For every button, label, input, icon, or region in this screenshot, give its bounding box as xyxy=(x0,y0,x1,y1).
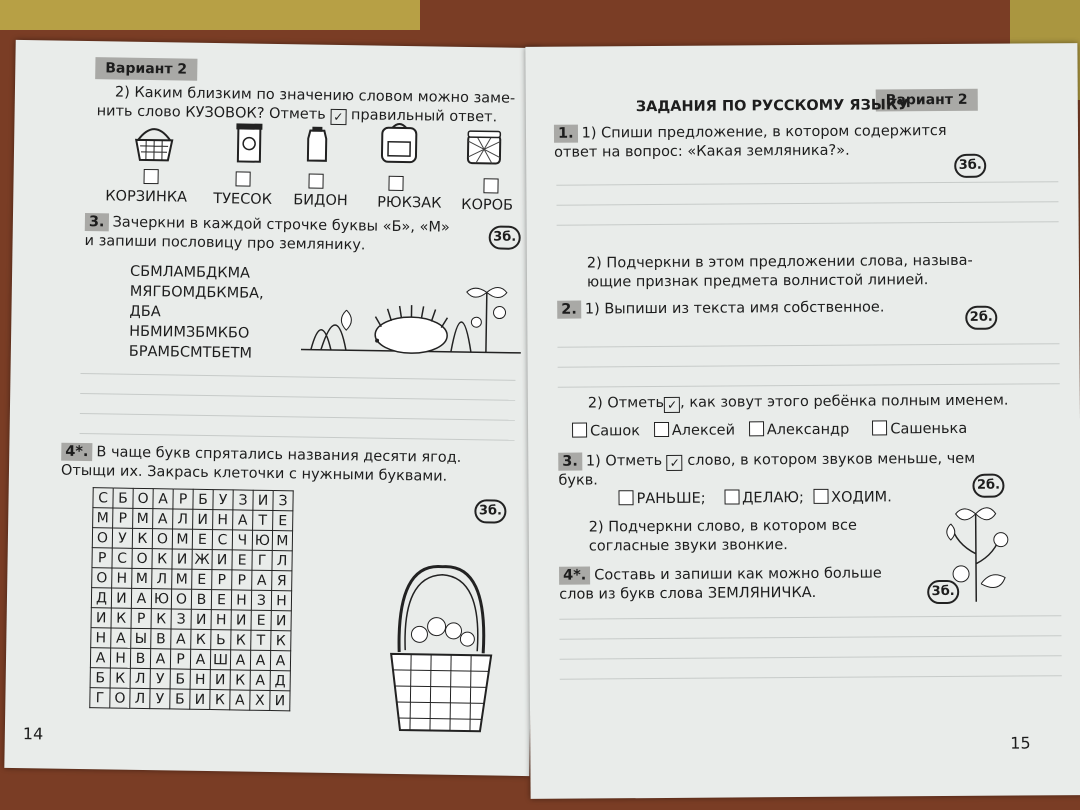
grid-cell[interactable]: Н xyxy=(110,648,130,668)
question-4-text: В чаще букв спрятались названия десяти ягод. xyxy=(96,444,462,466)
task-2-part-2-text-a: 2) Отметь xyxy=(587,394,665,412)
grid-cell[interactable]: В xyxy=(191,589,211,609)
grid-cell[interactable]: М xyxy=(93,508,113,528)
grid-cell[interactable]: Г xyxy=(252,550,272,570)
word-option[interactable] xyxy=(813,489,892,506)
question-2-line-1: 2) Каким близким по значению словом можно заме- xyxy=(114,84,516,107)
task-3-number: 3. xyxy=(558,453,582,471)
grid-cell[interactable]: А xyxy=(171,629,191,649)
grid-row xyxy=(90,688,290,711)
grid-cell[interactable]: М xyxy=(172,529,192,549)
task-2-part-2-text-b: , как зовут этого ребёнка полным именем. xyxy=(680,392,1009,411)
grid-cell[interactable]: Ю xyxy=(151,589,171,609)
option-checkbox-4[interactable] xyxy=(388,174,406,193)
grid-cell[interactable]: Ч xyxy=(232,530,252,550)
grid-cell[interactable]: Е xyxy=(273,511,293,531)
grid-cell[interactable]: Р xyxy=(173,489,193,509)
grid-cell[interactable]: К xyxy=(110,668,130,688)
grid-cell[interactable]: Р xyxy=(232,570,252,590)
grid-cell[interactable]: Д xyxy=(91,588,111,608)
name-options xyxy=(572,420,967,441)
task-2-text: 1) Выпиши из текста имя собственное. xyxy=(584,299,885,318)
letter-line: БРАМБСМТБЕТМ xyxy=(128,343,253,362)
grid-cell[interactable]: А xyxy=(190,649,210,669)
grid-cell[interactable]: У xyxy=(150,689,170,709)
grid-cell[interactable]: Б xyxy=(113,488,133,508)
grid-cell[interactable]: А xyxy=(90,648,110,668)
basket-icon xyxy=(132,122,177,163)
task-1-text: 1) Спиши предложение, в котором содержится xyxy=(581,122,947,142)
grid-cell[interactable]: А xyxy=(252,570,272,590)
grid-cell[interactable]: С xyxy=(112,548,132,568)
points-badge-t3: 2б. xyxy=(972,474,1004,498)
grid-cell[interactable]: Г xyxy=(90,688,110,708)
question-3-line-2: и запиши пословицу про землянику. xyxy=(84,233,366,254)
grid-cell[interactable]: И xyxy=(111,588,131,608)
task-1-part-2-line-1: 2) Подчеркни в этом предложении слова, называ- xyxy=(586,252,973,272)
name-option-label: Сашенька xyxy=(890,420,968,438)
grid-cell[interactable]: О xyxy=(171,589,191,609)
grid-cell[interactable]: К xyxy=(271,631,291,651)
page-number-left: 14 xyxy=(22,724,44,744)
berry-basket-illustration xyxy=(380,562,503,739)
letter-line: МЯГБОМДБКМБА, xyxy=(129,283,264,302)
grid-cell[interactable]: О xyxy=(92,528,112,548)
grid-cell[interactable]: У xyxy=(213,490,233,510)
check-mark-icon: ✓ xyxy=(664,397,680,413)
grid-cell[interactable]: Н xyxy=(91,628,111,648)
word-option[interactable] xyxy=(724,490,804,507)
grid-cell[interactable]: Р xyxy=(212,570,232,590)
option-checkbox-2[interactable] xyxy=(235,169,253,188)
birchbark-box-icon xyxy=(234,121,265,163)
task-2-line-1 xyxy=(557,298,884,318)
grid-cell[interactable]: Е xyxy=(192,569,212,589)
grid-cell[interactable]: У xyxy=(150,669,170,689)
grid-cell[interactable]: Б xyxy=(90,668,110,688)
grid-cell[interactable]: И xyxy=(231,610,251,630)
question-2-text-a: нить слово КУЗОВОК? Отметь xyxy=(96,103,326,123)
grid-cell[interactable]: З xyxy=(251,590,271,610)
grid-cell[interactable]: Е xyxy=(211,590,231,610)
variant-label-left: Вариант 2 xyxy=(95,57,197,81)
task-4-line-2: слов из букв слова ЗЕМЛЯНИЧКА. xyxy=(559,584,817,603)
word-option-label: РАНЬШЕ; xyxy=(636,490,706,508)
grid-cell[interactable]: М xyxy=(132,568,152,588)
task-1-part-2-line-2: ющие признак предмета волнистой линией. xyxy=(586,272,929,291)
task-3-part-2-line-2: согласные звуки звонкие. xyxy=(588,537,788,555)
option-checkbox-5[interactable] xyxy=(483,176,501,195)
grid-cell[interactable]: З xyxy=(171,609,191,629)
hedgehog-strawberry-illustration xyxy=(301,249,523,362)
grid-cell[interactable]: К xyxy=(231,630,251,650)
grid-cell[interactable]: Ш xyxy=(210,650,230,670)
grid-cell[interactable]: О xyxy=(92,568,112,588)
grid-cell[interactable]: М xyxy=(172,569,192,589)
name-option[interactable] xyxy=(572,423,640,439)
table-mat xyxy=(0,0,420,30)
backpack-icon xyxy=(376,120,423,167)
task-1-line-2: ответ на вопрос: «Какая земляника?». xyxy=(554,142,850,161)
check-mark-icon: ✓ xyxy=(330,109,346,125)
grid-cell[interactable]: Ы xyxy=(131,628,151,648)
grid-cell[interactable]: А xyxy=(230,650,250,670)
task-3-text-a: 1) Отметь xyxy=(585,452,663,470)
option-label-1: КОРЗИНКА xyxy=(105,188,188,206)
grid-cell[interactable]: И xyxy=(191,609,211,629)
page-number-right: 15 xyxy=(1010,733,1031,753)
grid-cell[interactable]: О xyxy=(132,548,152,568)
points-badge-q3: 3б. xyxy=(489,225,521,249)
name-option-label: Александр xyxy=(766,421,850,439)
task-1-number: 1. xyxy=(554,125,578,143)
grid-cell[interactable]: М xyxy=(272,531,292,551)
grid-cell[interactable]: К xyxy=(151,609,171,629)
grid-cell[interactable]: Н xyxy=(112,568,132,588)
grid-cell[interactable]: К xyxy=(210,690,230,710)
word-option[interactable] xyxy=(618,491,705,508)
option-label-3: БИДОН xyxy=(293,192,348,210)
option-label-4: РЮКЗАК xyxy=(377,194,442,212)
grid-cell[interactable]: И xyxy=(210,670,230,690)
task-2-part-2-line xyxy=(588,392,1009,414)
grid-cell[interactable]: Н xyxy=(213,510,233,530)
grid-cell[interactable]: Р xyxy=(131,608,151,628)
grid-cell[interactable]: Ж xyxy=(192,549,212,569)
task-3-line-1 xyxy=(558,450,975,472)
task-1-line-1 xyxy=(554,122,947,143)
grid-cell[interactable]: А xyxy=(250,670,270,690)
grid-cell[interactable]: М xyxy=(133,508,153,528)
grid-cell[interactable]: А xyxy=(111,628,131,648)
grid-cell[interactable]: Л xyxy=(173,509,193,529)
task-3-text-b: слово, в котором звуков меньше, чем xyxy=(687,450,976,469)
right-page xyxy=(525,43,1080,799)
left-page xyxy=(4,40,540,776)
word-option-label: ХОДИМ. xyxy=(831,489,892,506)
letter-line: СБМЛАМБДКМА xyxy=(129,263,251,282)
points-badge-t2: 2б. xyxy=(965,306,997,330)
letter-lines xyxy=(129,262,264,364)
grid-cell[interactable]: В xyxy=(151,629,171,649)
grid-cell[interactable]: З xyxy=(233,490,253,510)
question-3-text: Зачеркни в каждой строчке буквы «Б», «М» xyxy=(112,214,450,236)
grid-cell[interactable]: А xyxy=(233,510,253,530)
points-badge-t4: 3б. xyxy=(927,580,959,604)
grid-cell[interactable]: Р xyxy=(170,649,190,669)
grid-cell[interactable]: Я xyxy=(272,571,292,591)
grid-cell[interactable]: Т xyxy=(251,630,271,650)
question-4-number: 4*. xyxy=(61,443,92,461)
grid-cell[interactable]: К xyxy=(152,549,172,569)
option-label-5: КОРОБ xyxy=(461,196,514,214)
grid-cell[interactable]: Н xyxy=(231,590,251,610)
grid-cell[interactable]: Л xyxy=(130,668,150,688)
grid-cell[interactable]: И xyxy=(193,509,213,529)
grid-cell[interactable]: А xyxy=(150,649,170,669)
grid-cell[interactable]: Т xyxy=(253,510,273,530)
grid-cell[interactable]: О xyxy=(133,488,153,508)
grid-cell[interactable]: Н xyxy=(271,591,291,611)
variant-label-right: Вариант 2 xyxy=(876,89,978,112)
name-option-label: Сашок xyxy=(590,423,641,440)
grid-cell[interactable]: Ь xyxy=(211,630,231,650)
grid-cell[interactable]: А xyxy=(131,588,151,608)
task-2-number: 2. xyxy=(557,301,581,319)
points-badge-t1: 3б. xyxy=(954,154,986,178)
task-4-number: 4*. xyxy=(559,566,590,584)
task-4-text: Составь и запиши как можно больше xyxy=(594,565,882,584)
points-badge-q4: 3б. xyxy=(474,499,506,523)
grid-cell[interactable]: Е xyxy=(251,610,271,630)
grid-cell[interactable]: С xyxy=(93,488,113,508)
grid-cell[interactable]: В xyxy=(130,648,150,668)
task-4-line-1 xyxy=(559,564,882,584)
grid-cell[interactable]: К xyxy=(191,629,211,649)
grid-cell[interactable]: А xyxy=(270,651,290,671)
name-option[interactable] xyxy=(872,421,967,438)
grid-cell[interactable]: Л xyxy=(152,569,172,589)
name-option[interactable] xyxy=(654,422,735,439)
grid-cell[interactable]: Р xyxy=(113,508,133,528)
grid-cell[interactable]: Х xyxy=(250,690,270,710)
check-mark-icon: ✓ xyxy=(667,455,683,471)
grid-cell[interactable]: Е xyxy=(192,529,212,549)
grid-cell[interactable]: Ю xyxy=(252,530,272,550)
box-icon xyxy=(464,127,505,166)
grid-cell[interactable]: Д xyxy=(270,670,290,690)
word-options xyxy=(618,488,891,508)
grid-cell[interactable]: И xyxy=(212,550,232,570)
word-option-label: ДЕЛАЮ; xyxy=(741,490,804,507)
grid-cell[interactable]: Б xyxy=(170,669,190,689)
grid-cell[interactable]: О xyxy=(110,688,130,708)
letter-line: ДБА xyxy=(129,303,161,321)
grid-cell[interactable]: И xyxy=(271,611,291,631)
grid-cell[interactable]: Б xyxy=(193,489,213,509)
task-3-line-2: букв. xyxy=(558,472,598,489)
task-3-part-2-line-1: 2) Подчеркни слово, в котором все xyxy=(588,517,857,536)
grid-cell[interactable]: Р xyxy=(92,548,112,568)
can-icon xyxy=(304,126,331,164)
letter-grid[interactable] xyxy=(89,487,293,711)
grid-cell[interactable]: И xyxy=(91,608,111,628)
grid-cell[interactable]: О xyxy=(152,529,172,549)
name-option-label: Алексей xyxy=(671,422,736,439)
grid-cell[interactable]: К xyxy=(132,528,152,548)
grid-cell[interactable]: Л xyxy=(272,551,292,571)
grid-cell[interactable]: Л xyxy=(130,688,150,708)
grid-cell[interactable]: К xyxy=(230,670,250,690)
grid-cell[interactable]: А xyxy=(230,690,250,710)
option-checkbox-3[interactable] xyxy=(308,172,326,191)
grid-cell[interactable]: А xyxy=(250,650,270,670)
grid-cell[interactable]: И xyxy=(253,490,273,510)
name-option[interactable] xyxy=(749,422,850,439)
grid-cell[interactable]: Е xyxy=(232,550,252,570)
letter-line: НБМИМЗБМКБО xyxy=(129,323,250,342)
grid-cell[interactable]: К xyxy=(111,608,131,628)
grid-cell[interactable]: А xyxy=(153,509,173,529)
question-2-text-b: правильный ответ. xyxy=(350,107,498,126)
option-label-2: ТУЕСОК xyxy=(213,191,273,208)
question-3-number: 3. xyxy=(85,213,109,231)
grid-cell[interactable]: А xyxy=(153,489,173,509)
grid-cell[interactable]: З xyxy=(273,491,293,511)
grid-cell[interactable]: Б xyxy=(170,689,190,709)
grid-cell[interactable]: И xyxy=(270,690,290,710)
grid-cell[interactable]: И xyxy=(190,689,210,709)
option-checkbox-1[interactable] xyxy=(143,167,161,186)
page-heading: ЗАДАНИЯ ПО РУССКОМУ ЯЗЫКУ xyxy=(635,97,909,116)
question-4-line-2: Отыщи их. Закрась клеточки с нужными буквами. xyxy=(60,462,448,485)
grid-cell[interactable]: С xyxy=(212,530,232,550)
grid-cell[interactable]: Н xyxy=(211,610,231,630)
grid-cell[interactable]: Н xyxy=(190,669,210,689)
grid-cell[interactable]: И xyxy=(172,549,192,569)
grid-cell[interactable]: У xyxy=(112,528,132,548)
